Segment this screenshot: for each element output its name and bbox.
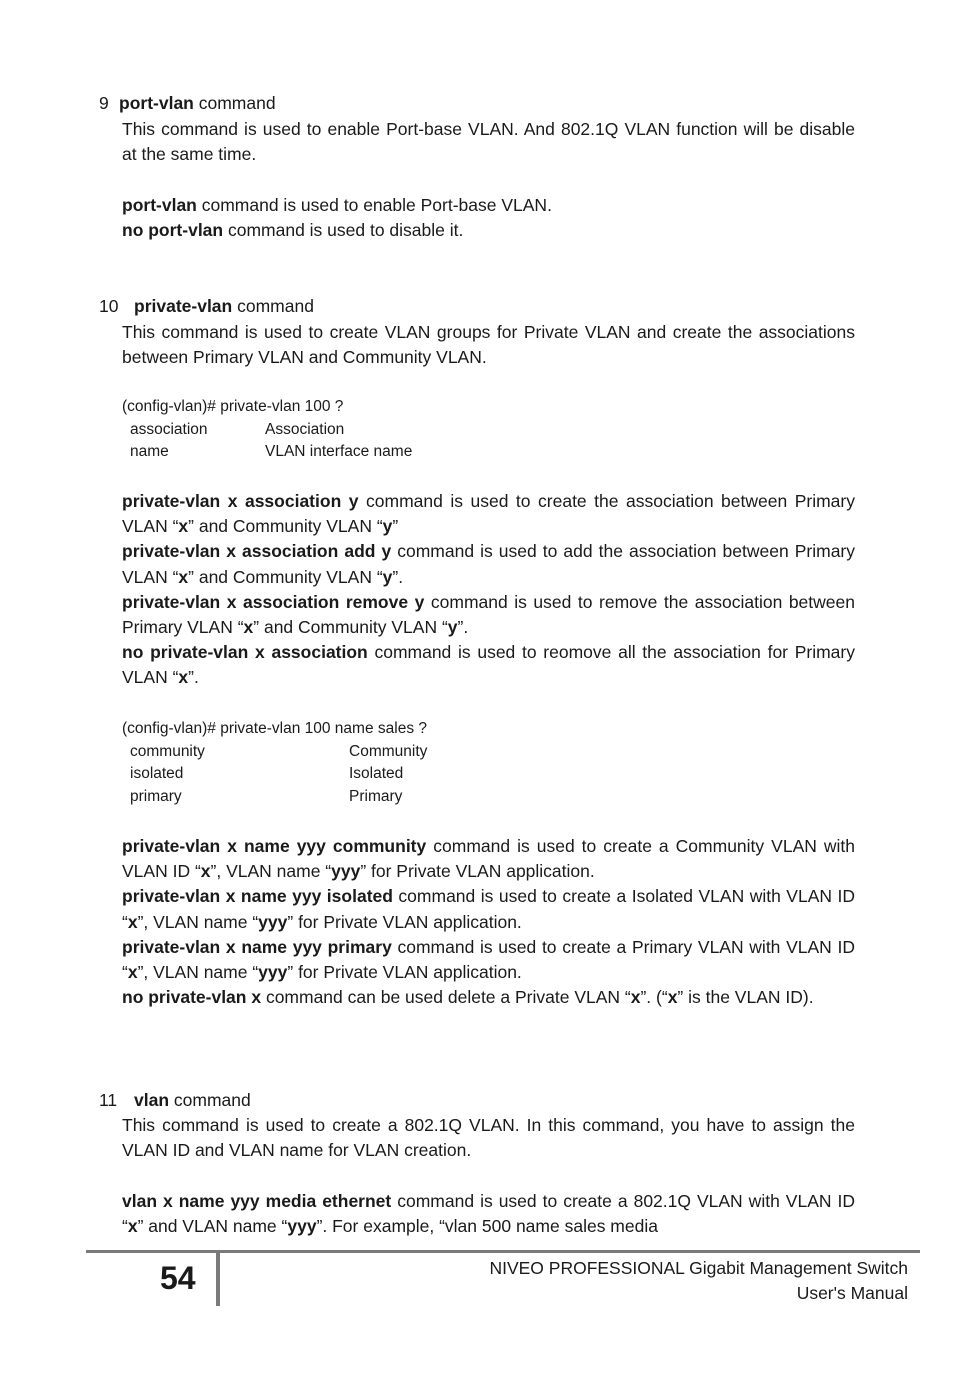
section-suffix: command xyxy=(232,296,314,316)
desc-text: ” and VLAN name “ xyxy=(137,1216,288,1237)
footer-title xyxy=(489,1256,908,1306)
desc-text: command is used to remove the association between Primary VLAN “ xyxy=(122,591,855,638)
command-term: no private-vlan x association xyxy=(122,642,368,663)
command-term: private-vlan x name yyy isolated xyxy=(122,886,393,907)
desc-text: command is used to create a Community VLAN with VLAN ID “ xyxy=(122,836,855,882)
desc-text: command is used to create a 802.1Q VLAN with VLAN ID “ xyxy=(122,1191,856,1237)
desc-text: command is used to create a Primary VLAN with VLAN ID “ xyxy=(122,936,855,983)
cli-option-row xyxy=(122,419,412,442)
command-description xyxy=(122,884,855,934)
command-description xyxy=(122,834,855,884)
section-command: private-vlan xyxy=(134,296,233,316)
command-term: private-vlan x name yyy community xyxy=(122,836,427,856)
command-description xyxy=(122,539,855,589)
desc-text: command can be used delete a Private VLAN “ xyxy=(261,987,631,1008)
param: x xyxy=(667,987,678,1008)
association-commands xyxy=(122,489,855,691)
section-suffix: command xyxy=(193,93,276,113)
desc-text: ” is the VLAN ID). xyxy=(677,987,814,1008)
section-command: port-vlan xyxy=(119,93,194,113)
cli-option-desc: Primary xyxy=(349,788,403,806)
command-description xyxy=(122,590,855,640)
param: x xyxy=(127,962,138,983)
command-term: port-vlan xyxy=(122,195,197,215)
param: y xyxy=(382,566,393,587)
desc-text: ” for Private VLAN application. xyxy=(287,962,522,983)
desc-text: ” xyxy=(392,516,399,537)
command-description xyxy=(122,935,855,985)
usage-text: command is used to enable Port-base VLAN. xyxy=(196,195,552,215)
cli-option-row xyxy=(122,741,427,764)
param: x xyxy=(243,617,254,638)
section-11-intro: This command is used to create a 802.1Q VLAN. In this command, you have to assign the VLAN ID and VLAN name for VLAN creation. xyxy=(122,1115,855,1161)
desc-text: ”. (“ xyxy=(640,987,668,1008)
section-number: 10 xyxy=(99,296,119,316)
desc-text: ”, VLAN name “ xyxy=(137,962,259,983)
desc-text: ” and Community VLAN “ xyxy=(188,516,383,537)
desc-text: ”. xyxy=(392,566,404,587)
section-10-heading xyxy=(99,295,314,317)
cli-prompt: (config-vlan)# private-vlan 100 ? xyxy=(122,398,344,415)
desc-text: ” and Community VLAN “ xyxy=(253,617,448,638)
command-description xyxy=(122,489,855,539)
usage-text: command is used to disable it. xyxy=(223,220,464,241)
desc-text: command is used to add the association between Primary VLAN “ xyxy=(122,541,856,587)
param: x xyxy=(200,861,211,882)
desc-text: command is used to create a Isolated VLAN with VLAN ID “ xyxy=(122,886,855,932)
footer-divider xyxy=(216,1253,220,1306)
command-term: private-vlan x association add y xyxy=(122,541,392,562)
cli-option-row xyxy=(122,441,412,464)
usage-line xyxy=(122,218,855,243)
command-term: private-vlan x name yyy primary xyxy=(122,936,392,957)
desc-text: command is used to reomove all the association for Primary VLAN “ xyxy=(122,642,855,688)
command-term: private-vlan x association remove y xyxy=(122,591,425,612)
footer-rule xyxy=(86,1250,920,1253)
param: x xyxy=(178,566,189,587)
desc-text: ”. xyxy=(188,667,199,688)
usage-line xyxy=(122,193,855,218)
cli-example-2 xyxy=(122,718,427,809)
section-number: 11 xyxy=(99,1090,118,1110)
section-suffix: command xyxy=(169,1090,251,1110)
section-command: vlan xyxy=(134,1090,170,1110)
section-11-heading xyxy=(99,1089,251,1111)
param: x xyxy=(630,987,641,1008)
param: yyy xyxy=(331,861,361,882)
cli-option-row xyxy=(122,786,427,809)
desc-text: ”, VLAN name “ xyxy=(137,911,259,932)
param: yyy xyxy=(258,962,288,983)
command-description xyxy=(122,985,855,1010)
command-term: no port-vlan xyxy=(122,220,224,241)
cli-option-desc: VLAN interface name xyxy=(265,443,413,461)
param: x xyxy=(127,1216,138,1237)
param: yyy xyxy=(287,1216,317,1237)
page-number: 54 xyxy=(160,1260,196,1296)
cli-option-desc: Isolated xyxy=(349,765,404,783)
section-9-usage xyxy=(122,193,855,243)
command-term: private-vlan x association y xyxy=(122,491,359,511)
cli-example-1 xyxy=(122,396,412,464)
section-10-intro: This command is used to create VLAN groups for Private VLAN and create the associations between Primary VLAN and Community VLAN. xyxy=(122,322,855,368)
section-number: 9 xyxy=(99,93,109,113)
section-9-intro: This command is used to enable Port-base VLAN. And 802.1Q VLAN function will be disable at the same time. xyxy=(122,119,855,165)
cli-option-key: association xyxy=(130,420,208,438)
cli-option-key: primary xyxy=(130,788,182,806)
cli-option-desc: Association xyxy=(265,420,345,438)
cli-option-key: name xyxy=(130,443,169,461)
desc-text: ”, VLAN name “ xyxy=(210,861,332,882)
desc-text: ” for Private VLAN application. xyxy=(360,861,595,882)
footer-line-1: NIVEO PROFESSIONAL Gigabit Management Switch xyxy=(489,1258,908,1278)
cli-option-row xyxy=(122,763,427,786)
desc-text: ”. xyxy=(457,617,469,638)
param: x xyxy=(178,667,189,688)
command-term: no private-vlan x xyxy=(122,987,262,1008)
desc-text: ” for Private VLAN application. xyxy=(287,911,522,932)
desc-text: command is used to create the association between Primary VLAN “ xyxy=(122,491,855,537)
param: y xyxy=(382,516,393,537)
cli-prompt: (config-vlan)# private-vlan 100 name sales ? xyxy=(122,720,427,737)
section-9-heading xyxy=(99,92,276,114)
footer-line-2: User's Manual xyxy=(796,1283,908,1303)
param: x xyxy=(178,516,189,537)
desc-text: ” and Community VLAN “ xyxy=(188,566,383,587)
cli-option-key: community xyxy=(130,742,205,760)
desc-text: ”. For example, “vlan 500 name sales media xyxy=(316,1216,658,1237)
param: yyy xyxy=(258,911,288,932)
section-11-usage xyxy=(122,1189,855,1239)
param: y xyxy=(447,617,458,638)
cli-option-desc: Community xyxy=(349,742,428,760)
command-description xyxy=(122,640,855,690)
param: x xyxy=(127,911,138,932)
name-commands xyxy=(122,834,855,1010)
cli-option-key: isolated xyxy=(130,765,184,783)
command-term: vlan x name yyy media ethernet xyxy=(122,1191,392,1211)
